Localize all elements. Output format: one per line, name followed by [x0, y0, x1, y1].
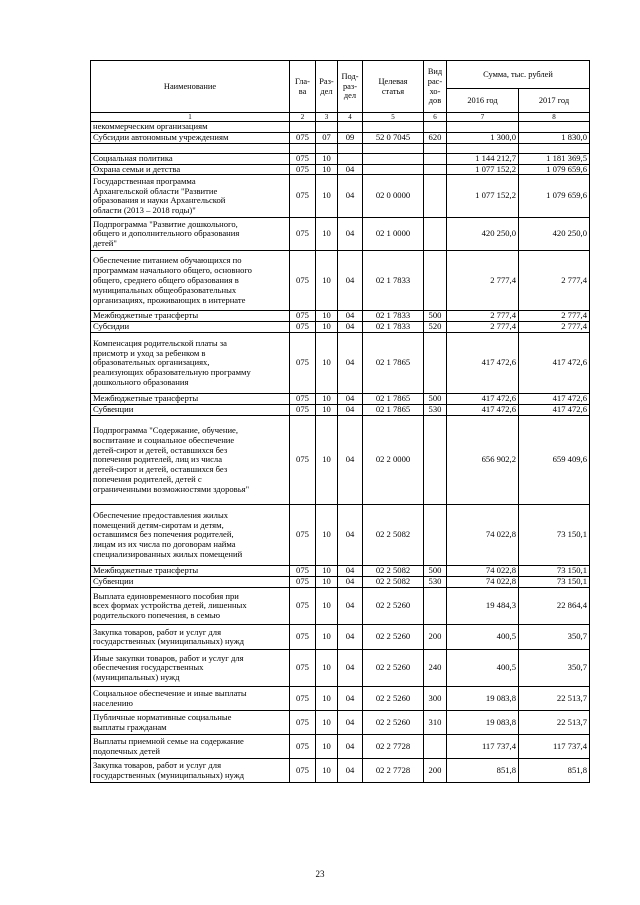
cell-r: 10: [316, 577, 338, 588]
cell-name: Обеспечение предоставления жилых помещений детям-сиротам и детям, оставшимся без попечения родителей, лицам из их числа по договорам найма специализированных жилых помещений: [91, 505, 290, 566]
table-row: [91, 577, 590, 588]
cell-g: 075: [290, 650, 316, 687]
cell-p: 04: [338, 416, 363, 505]
table-row: [91, 164, 590, 175]
cell-name: Подпрограмма "Содержание, обучение, воспитание и социальное обеспечение детей-сирот и детей, оставшихся без попечения родителей, лиц из числа детей-сирот и детей, оставшихся без попечения родителей, детей с ограниченными возможностями здоровья": [91, 416, 290, 505]
cell-a: 02 2 5082: [363, 566, 424, 577]
cell-name: Закупка товаров, работ и услуг для государственных (муниципальных) нужд: [91, 625, 290, 650]
cell-s2: 420 250,0: [519, 218, 590, 251]
header-podrazdel: Под- раз- дел: [338, 61, 363, 113]
cell-r: 10: [316, 333, 338, 394]
cell-a: 02 1 0000: [363, 218, 424, 251]
cell-s1: 656 902,2: [447, 416, 519, 505]
cell-p: 04: [338, 164, 363, 175]
header-sum: Сумма, тыс. рублей: [447, 61, 590, 89]
header-razdel: Раз- дел: [316, 61, 338, 113]
table-row: [91, 687, 590, 711]
cell-v: [424, 164, 447, 175]
cell-s2: 417 472,6: [519, 394, 590, 405]
table-row: [91, 251, 590, 311]
cell-name: Межбюджетные трансферты: [91, 566, 290, 577]
cell-g: 075: [290, 218, 316, 251]
cell-g: 075: [290, 735, 316, 759]
header-vid: Вид рас- хо- дов: [424, 61, 447, 113]
cell-p: 04: [338, 650, 363, 687]
cell-v: 530: [424, 405, 447, 416]
cell-s2: 1 830,0: [519, 132, 590, 143]
cell-g: [290, 143, 316, 153]
header-glava: Гла- ва: [290, 61, 316, 113]
cell-v: [424, 153, 447, 164]
cell-a: 02 2 5260: [363, 687, 424, 711]
cell-g: 075: [290, 164, 316, 175]
cell-g: 075: [290, 416, 316, 505]
cell-r: 10: [316, 650, 338, 687]
cell-g: 075: [290, 687, 316, 711]
cell-g: 075: [290, 251, 316, 311]
cell-g: 075: [290, 311, 316, 322]
cell-p: 04: [338, 566, 363, 577]
cell-a: 52 0 7045: [363, 132, 424, 143]
colnum-8: 8: [519, 113, 590, 122]
cell-p: 04: [338, 735, 363, 759]
cell-v: [424, 218, 447, 251]
colnum-1: 1: [91, 113, 290, 122]
cell-r: 10: [316, 394, 338, 405]
cell-p: 04: [338, 625, 363, 650]
cell-name: Публичные нормативные социальные выплаты гражданам: [91, 711, 290, 735]
cell-a: 02 2 0000: [363, 416, 424, 505]
cell-g: 075: [290, 588, 316, 625]
cell-s1: 851,8: [447, 759, 519, 783]
cell-a: 02 2 7728: [363, 735, 424, 759]
cell-p: 04: [338, 588, 363, 625]
cell-v: [424, 122, 447, 133]
table-row: [91, 218, 590, 251]
cell-v: 240: [424, 650, 447, 687]
cell-g: 075: [290, 625, 316, 650]
cell-s2: 659 409,6: [519, 416, 590, 505]
cell-s2: 417 472,6: [519, 405, 590, 416]
cell-s1: 2 777,4: [447, 322, 519, 333]
cell-r: 10: [316, 218, 338, 251]
colnum-6: 6: [424, 113, 447, 122]
cell-s1: 19 083,8: [447, 711, 519, 735]
cell-p: 04: [338, 759, 363, 783]
cell-s1: 400,5: [447, 650, 519, 687]
cell-v: 530: [424, 577, 447, 588]
cell-a: 02 2 5260: [363, 650, 424, 687]
table-row: [91, 405, 590, 416]
cell-g: 075: [290, 566, 316, 577]
cell-name: Субвенции: [91, 577, 290, 588]
cell-p: 04: [338, 333, 363, 394]
cell-s2: 1 079 659,6: [519, 175, 590, 218]
cell-name: Компенсация родительской платы за присмотр и уход за ребенком в образовательных организациях, реализующих образовательную программу дошкольного образования: [91, 333, 290, 394]
header-row: [91, 61, 590, 89]
cell-s1: 1 077 152,2: [447, 164, 519, 175]
cell-g: 075: [290, 505, 316, 566]
cell-v: [424, 735, 447, 759]
header-article: Целевая статья: [363, 61, 424, 113]
cell-v: [424, 143, 447, 153]
cell-s2: 22 513,7: [519, 687, 590, 711]
header-name: Наименование: [91, 61, 290, 113]
cell-r: 10: [316, 251, 338, 311]
cell-s1: 1 144 212,7: [447, 153, 519, 164]
cell-v: [424, 505, 447, 566]
cell-g: 075: [290, 711, 316, 735]
cell-r: 10: [316, 759, 338, 783]
cell-v: [424, 416, 447, 505]
cell-p: 04: [338, 322, 363, 333]
cell-g: 075: [290, 405, 316, 416]
cell-a: 02 0 0000: [363, 175, 424, 218]
cell-s1: 2 777,4: [447, 251, 519, 311]
cell-s2: 22 864,4: [519, 588, 590, 625]
cell-r: 10: [316, 735, 338, 759]
table-row: [91, 132, 590, 143]
cell-s1: 19 484,3: [447, 588, 519, 625]
cell-p: 04: [338, 218, 363, 251]
cell-v: 200: [424, 625, 447, 650]
cell-s1: 417 472,6: [447, 405, 519, 416]
column-number-row: [91, 113, 590, 122]
table-row: [91, 650, 590, 687]
cell-p: 04: [338, 311, 363, 322]
cell-g: 075: [290, 153, 316, 164]
cell-p: 04: [338, 405, 363, 416]
cell-name: Обеспечение питанием обучающихся по программам начального общего, основного общего, среднего общего образования в муниципальных общеобразовательных организациях, проживающих в интернате: [91, 251, 290, 311]
cell-r: 10: [316, 322, 338, 333]
cell-g: [290, 122, 316, 133]
cell-name: [91, 143, 290, 153]
cell-a: 02 1 7865: [363, 405, 424, 416]
cell-s1: 417 472,6: [447, 394, 519, 405]
cell-a: [363, 122, 424, 133]
colnum-7: 7: [447, 113, 519, 122]
header-2016: 2016 год: [447, 89, 519, 113]
cell-a: 02 1 7833: [363, 251, 424, 311]
cell-s2: 1 181 369,5: [519, 153, 590, 164]
cell-s1: 400,5: [447, 625, 519, 650]
blank-row: [91, 143, 590, 153]
cell-name: Социальная политика: [91, 153, 290, 164]
colnum-2: 2: [290, 113, 316, 122]
cell-s1: 74 022,8: [447, 577, 519, 588]
table-row: [91, 711, 590, 735]
table-row: [91, 416, 590, 505]
cell-r: 10: [316, 588, 338, 625]
cell-v: 300: [424, 687, 447, 711]
cell-s1: [447, 122, 519, 133]
cell-name: Закупка товаров, работ и услуг для государственных (муниципальных) нужд: [91, 759, 290, 783]
cell-v: [424, 333, 447, 394]
cell-v: 500: [424, 311, 447, 322]
cell-p: 09: [338, 132, 363, 143]
cell-s1: [447, 143, 519, 153]
cell-g: 075: [290, 394, 316, 405]
cell-r: 10: [316, 711, 338, 735]
cell-a: 02 1 7865: [363, 333, 424, 394]
cell-s1: 74 022,8: [447, 566, 519, 577]
cell-r: 10: [316, 175, 338, 218]
cell-name: Подпрограмма "Развитие дошкольного, общего и дополнительного образования детей": [91, 218, 290, 251]
cell-s1: 1 077 152,2: [447, 175, 519, 218]
cell-g: 075: [290, 333, 316, 394]
cell-r: 10: [316, 687, 338, 711]
cell-g: 075: [290, 132, 316, 143]
cell-s2: 1 079 659,6: [519, 164, 590, 175]
cell-s1: 1 300,0: [447, 132, 519, 143]
cell-g: 075: [290, 175, 316, 218]
table-body: [91, 61, 590, 783]
cell-p: 04: [338, 505, 363, 566]
cell-name: Социальное обеспечение и иные выплаты населению: [91, 687, 290, 711]
table-row: [91, 735, 590, 759]
cell-s2: 350,7: [519, 650, 590, 687]
cell-a: 02 2 5260: [363, 588, 424, 625]
cell-v: [424, 251, 447, 311]
cell-name: Субвенции: [91, 405, 290, 416]
cell-p: 04: [338, 251, 363, 311]
table-row: [91, 175, 590, 218]
cell-a: 02 2 7728: [363, 759, 424, 783]
cell-s1: 420 250,0: [447, 218, 519, 251]
cell-name: Охрана семьи и детства: [91, 164, 290, 175]
cell-a: 02 2 5260: [363, 625, 424, 650]
cell-v: 500: [424, 566, 447, 577]
cell-name: Субсидии: [91, 322, 290, 333]
cell-r: 10: [316, 505, 338, 566]
cell-a: [363, 164, 424, 175]
cell-p: 04: [338, 711, 363, 735]
cell-v: 310: [424, 711, 447, 735]
table-row: [91, 333, 590, 394]
cell-s2: 2 777,4: [519, 311, 590, 322]
cell-v: 520: [424, 322, 447, 333]
cell-r: 10: [316, 566, 338, 577]
cell-name: Выплата единовременного пособия при всех формах устройства детей, лишенных родительского попечения, в семью: [91, 588, 290, 625]
cell-name: Межбюджетные трансферты: [91, 394, 290, 405]
cell-name: Государственная программа Архангельской области "Развитие образования и науки Архангельской области (2013 – 2018 годы)": [91, 175, 290, 218]
cell-a: 02 2 5082: [363, 577, 424, 588]
cell-s2: 73 150,1: [519, 505, 590, 566]
table-row: [91, 122, 590, 133]
cell-r: 10: [316, 405, 338, 416]
table-row: [91, 153, 590, 164]
cell-r: 10: [316, 625, 338, 650]
cell-p: 04: [338, 175, 363, 218]
cell-s2: 22 513,7: [519, 711, 590, 735]
table-row: [91, 759, 590, 783]
table-row: [91, 394, 590, 405]
cell-s1: 117 737,4: [447, 735, 519, 759]
cell-name: Субсидии автономным учреждениям: [91, 132, 290, 143]
cell-v: 500: [424, 394, 447, 405]
cell-s2: 350,7: [519, 625, 590, 650]
cell-name: Межбюджетные трансферты: [91, 311, 290, 322]
cell-v: 200: [424, 759, 447, 783]
cell-p: [338, 153, 363, 164]
colnum-4: 4: [338, 113, 363, 122]
cell-p: 04: [338, 394, 363, 405]
colnum-3: 3: [316, 113, 338, 122]
table-row: [91, 505, 590, 566]
cell-a: 02 1 7833: [363, 322, 424, 333]
cell-s2: 73 150,1: [519, 577, 590, 588]
cell-p: [338, 143, 363, 153]
cell-a: 02 2 5260: [363, 711, 424, 735]
cell-s1: 2 777,4: [447, 311, 519, 322]
cell-a: [363, 153, 424, 164]
cell-g: 075: [290, 322, 316, 333]
cell-a: 02 1 7865: [363, 394, 424, 405]
cell-a: 02 1 7833: [363, 311, 424, 322]
cell-r: 10: [316, 311, 338, 322]
cell-v: 620: [424, 132, 447, 143]
cell-name: некоммерческим организациям: [91, 122, 290, 133]
table-row: [91, 625, 590, 650]
budget-table: [90, 60, 590, 783]
cell-p: 04: [338, 687, 363, 711]
cell-g: 075: [290, 759, 316, 783]
table-row: [91, 311, 590, 322]
cell-s1: 417 472,6: [447, 333, 519, 394]
table-row: [91, 566, 590, 577]
cell-s2: 117 737,4: [519, 735, 590, 759]
cell-r: [316, 143, 338, 153]
cell-v: [424, 588, 447, 625]
cell-s2: 2 777,4: [519, 322, 590, 333]
header-2017: 2017 год: [519, 89, 590, 113]
cell-r: 10: [316, 416, 338, 505]
cell-s2: 73 150,1: [519, 566, 590, 577]
cell-s1: 74 022,8: [447, 505, 519, 566]
cell-r: [316, 122, 338, 133]
cell-name: Иные закупки товаров, работ и услуг для обеспечения государственных (муниципальных) нужд: [91, 650, 290, 687]
cell-r: 07: [316, 132, 338, 143]
cell-r: 10: [316, 153, 338, 164]
cell-v: [424, 175, 447, 218]
cell-a: [363, 143, 424, 153]
cell-g: 075: [290, 577, 316, 588]
table-row: [91, 588, 590, 625]
cell-name: Выплаты приемной семье на содержание подопечных детей: [91, 735, 290, 759]
cell-p: 04: [338, 577, 363, 588]
cell-s1: 19 083,8: [447, 687, 519, 711]
cell-s2: 851,8: [519, 759, 590, 783]
cell-r: 10: [316, 164, 338, 175]
cell-s2: 2 777,4: [519, 251, 590, 311]
table-row: [91, 322, 590, 333]
cell-s2: [519, 143, 590, 153]
colnum-5: 5: [363, 113, 424, 122]
cell-p: [338, 122, 363, 133]
cell-s2: [519, 122, 590, 133]
page-number: 23: [315, 869, 325, 879]
cell-s2: 417 472,6: [519, 333, 590, 394]
cell-a: 02 2 5082: [363, 505, 424, 566]
